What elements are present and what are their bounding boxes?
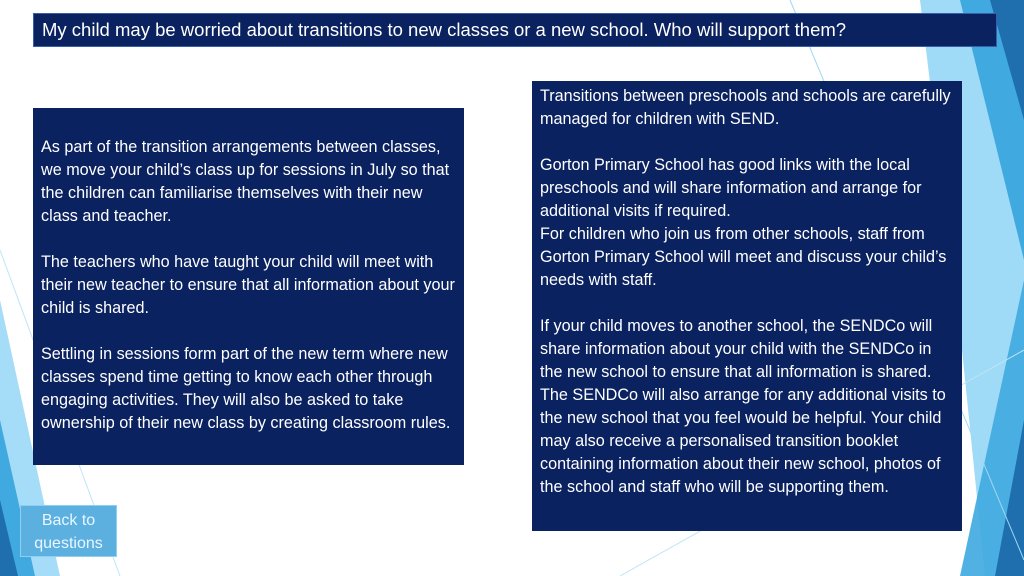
panel-paragraph: Transitions between preschools and schools are carefully managed for children with SEND. xyxy=(540,87,951,128)
page-title: My child may be worried about transitions to new classes or a new school. Who will support them? xyxy=(33,13,997,47)
panel-paragraph: As part of the transition arrangements between classes, we move your child’s class up for sessions in July so that the children can familiarise themselves with their new class and teacher. xyxy=(41,138,450,225)
back-button-label: Back to xyxy=(41,512,96,529)
panel-paragraph: Settling in sessions form part of the new term where new classes spend time getting to know each other through engaging activities. They will also be asked to take ownership of their new class by creating classroom rules. xyxy=(41,345,451,432)
class-transition-panel xyxy=(33,108,464,465)
panel-paragraph: If your child moves to another school, the SENDCo will share information about your child with the SENDCo in the new school to ensure that all information is shared. The SENDCo will also arrange for any additional visits to the new school that you feel would be helpful. Your child may also receive a personalised transition booklet containing information about their new school, photos of the school and staff who will be supporting them. xyxy=(540,317,946,496)
back-to-questions-button[interactable] xyxy=(20,505,117,557)
school-transition-panel xyxy=(532,81,962,531)
panel-paragraph: Gorton Primary School has good links with the local preschools and will share information and arrange for additional visits if required. xyxy=(540,156,922,220)
panel-paragraph: For children who join us from other schools, staff from Gorton Primary School will meet and discuss your child’s needs with staff. xyxy=(540,225,947,289)
back-button-label: questions xyxy=(34,535,103,552)
panel-paragraph: The teachers who have taught your child will meet with their new teacher to ensure that all information about your child is shared. xyxy=(41,253,455,317)
